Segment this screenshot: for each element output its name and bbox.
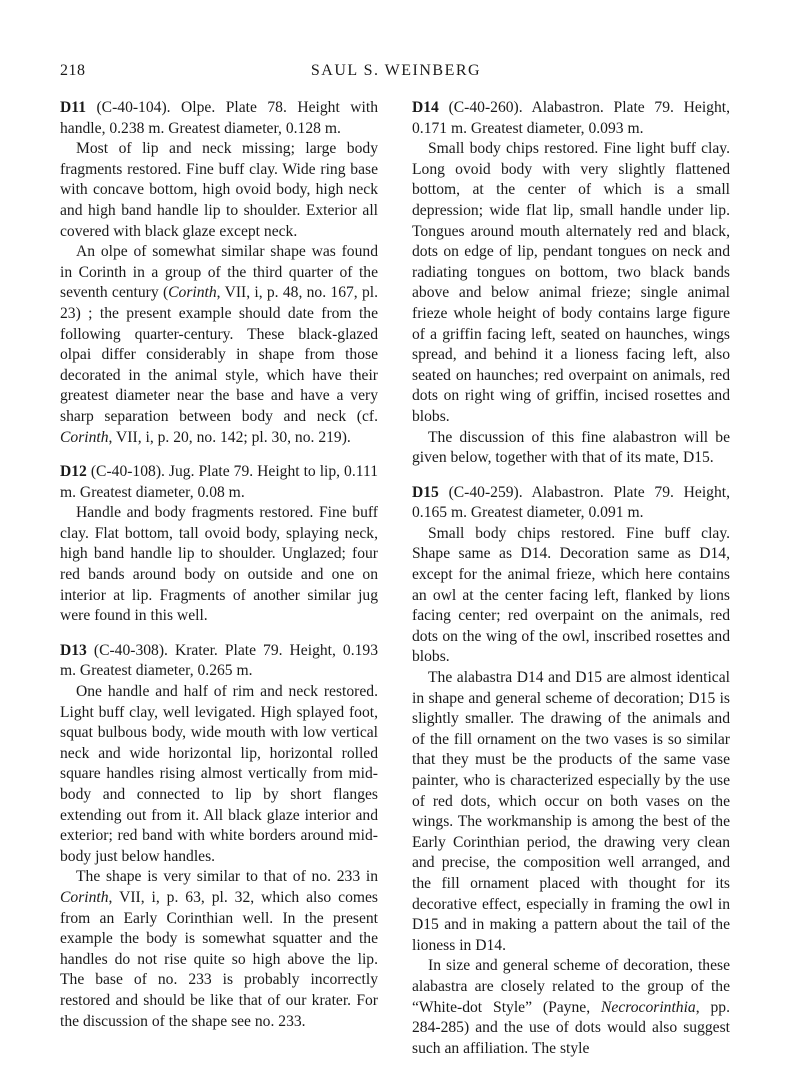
catalog-entry-d12 xyxy=(60,462,378,627)
text-run: In size and general scheme of decoration, these alabastra are closely related to the group of the “White-dot Style” (Payne, xyxy=(412,957,730,1016)
description-paragraph: One handle and half of rim and neck restored. Light buff clay, well levigated. High splayed foot, squat bulbous body, wide mouth with low vertical neck and wide horizontal lip, horizontal rolled square handles rising almost vertically from mid-body and connected to lip by short flanges extending out from it. All black glaze interior and exterior; red band with white borders around mid-body just below handles. xyxy=(60,683,378,865)
catalog-entry-d13 xyxy=(60,641,378,1032)
description-paragraph: Small body chips restored. Fine light buff clay. Long ovoid body with very slightly flattened bottom, at the center of which is a small depression; wide flat lip, small handle under lip. Tongues around mouth alternately red and black, dots on edge of lip, pendant tongues on neck and radiating tongues on bottom, two black bands above and below animal frieze; single animal frieze whole height of body contains large figure of a griffin facing left, seated on haunches, wings spread, and behind it a lioness facing left, also seated on haunches; red overpaint on animals, red dots on right wing of griffin, incised rosettes and blobs. xyxy=(412,140,730,425)
catalog-number: D15 xyxy=(412,483,439,501)
heading-text: (C-40-108). Jug. Plate 79. Height to lip, 0.111 m. Greatest diameter, 0.08 m. xyxy=(60,463,378,501)
italic-reference: Corinth xyxy=(60,428,109,446)
catalog-number: D13 xyxy=(60,641,87,659)
heading-text: (C-40-308). Krater. Plate 79. Height, 0.193 m. Greatest diameter, 0.265 m. xyxy=(60,641,378,680)
entry-heading xyxy=(412,98,730,139)
entry-heading xyxy=(60,98,378,139)
running-title: SAUL S. WEINBERG xyxy=(310,62,482,79)
page-header xyxy=(60,62,732,84)
text-run: The shape is very similar to that of no. 233 in xyxy=(76,868,378,886)
description-paragraph: Handle and body fragments restored. Fine buff clay. Flat bottom, tall ovoid body, splaying neck, high band handle lip to shoulder. Unglazed; four red bands around body on outside and one on interior at lip. Fragments of another similar jug were found in this well. xyxy=(60,504,378,625)
text-run: , VII, i, p. 48, no. 167, pl. 23) ; the present example should date from the following quarter-century. These black-glazed olpai differ considerably in shape from those decorated in the animal style, which have their greatest diameter near the base and have a very sharp separation between body and neck (cf. xyxy=(60,284,378,425)
catalog-entry-d11 xyxy=(60,98,378,448)
right-column xyxy=(412,98,730,1073)
catalog-number: D12 xyxy=(60,463,87,481)
catalog-entry-d15 xyxy=(412,483,730,1060)
catalog-number: D14 xyxy=(412,99,439,116)
italic-reference: Corinth xyxy=(60,888,109,906)
italic-reference: Necrocorinthia xyxy=(601,998,696,1016)
entry-heading xyxy=(60,462,378,503)
catalog-number: D11 xyxy=(60,99,86,116)
discussion-paragraph xyxy=(412,956,730,1059)
italic-reference: Corinth xyxy=(168,284,217,302)
heading-text: (C-40-260). Alabastron. Plate 79. Height, 0.171 m. Greatest diameter, 0.093 m. xyxy=(412,99,730,137)
left-column xyxy=(60,98,378,1046)
text-run: , pp. 284-285) and the use of dots would also suggest such an affiliation. The style xyxy=(412,998,730,1057)
text-run: An olpe of somewhat similar shape was found in Corinth in a group of the third quarter of the seventh century ( xyxy=(60,243,378,302)
page-number: 218 xyxy=(60,62,86,79)
heading-text: (C-40-259). Alabastron. Plate 79. Height, 0.165 m. Greatest diameter, 0.091 m. xyxy=(412,483,730,522)
entry-heading xyxy=(412,483,730,524)
description-paragraph: Small body chips restored. Fine buff clay. Shape same as D14. Decoration same as D14, except for the animal frieze, which here contains an owl at the center facing left, flanked by lions facing center; red overpaint on the animals, red dots on the wing of the owl, inscribed rosettes and blobs. xyxy=(412,524,730,666)
heading-text: (C-40-104). Olpe. Plate 78. Height with handle, 0.238 m. Greatest diameter, 0.128 m. xyxy=(60,99,378,137)
discussion-paragraph: The alabastra D14 and D15 are almost identical in shape and general scheme of decoration; D15 is slightly smaller. The drawing of the animals and of the fill ornament on the two vases is so similar that they must be the products of the same vase painter, who is characterized especially by the use of red dots, which occur on both vases on the wings. The workmanship is among the best of the Early Corinthian period, the drawing very clean and precise, the composition well arranged, and the fill ornament placed with thought for its decorative effect, especially in framing the owl in D15 and in making a pattern about the tail of the lioness in D14. xyxy=(412,669,730,954)
discussion-paragraph xyxy=(60,867,378,1032)
entry-heading xyxy=(60,641,378,682)
description-paragraph: Most of lip and neck missing; large body fragments restored. Fine buff clay. Wide ring base with concave bottom, high ovoid body, high neck and high band handle lip to shoulder. Exterior all covered with black glaze except neck. xyxy=(60,140,378,240)
discussion-paragraph xyxy=(60,242,378,448)
text-run: , VII, i, p. 20, no. 142; pl. 30, no. 219). xyxy=(108,428,351,446)
catalog-entry-d14 xyxy=(412,98,730,469)
discussion-paragraph: The discussion of this fine alabastron will be given below, together with that of its mate, D15. xyxy=(412,428,730,467)
text-run: , VII, i, p. 63, pl. 32, which also comes from an Early Corinthian well. In the present example the body is somewhat squatter and the handles do not rise quite so high above the lip. The base of no. 233 is probably incorrectly restored and should be like that of our krater. For the discussion of the shape see no. 233. xyxy=(60,888,378,1030)
